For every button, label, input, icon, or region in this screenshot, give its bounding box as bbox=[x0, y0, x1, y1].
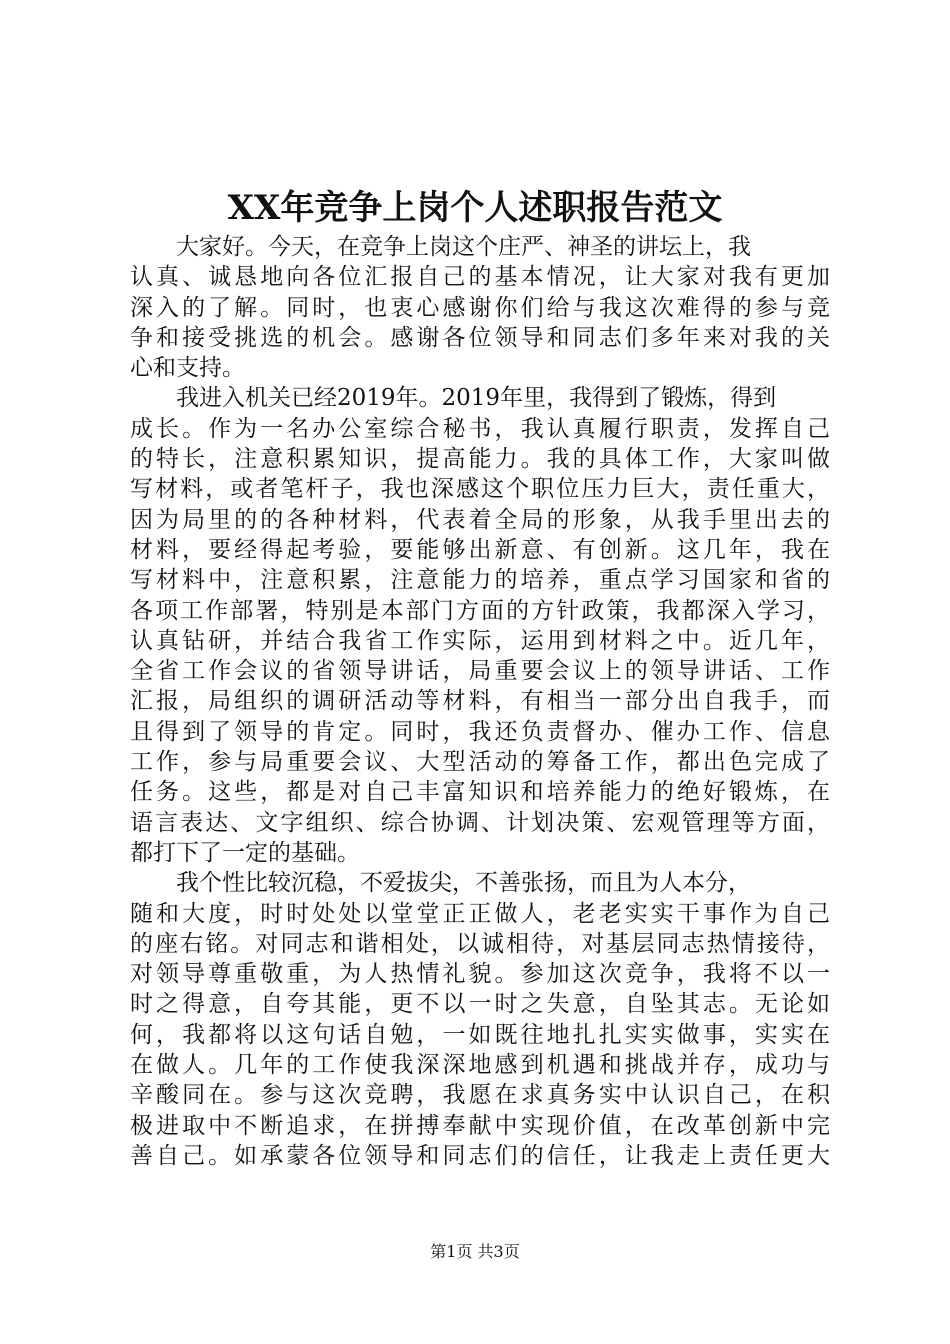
body-line: 认真钻研，并结合我省工作实际，运用到材料之中。近几年， bbox=[130, 627, 830, 654]
body-line: 我个性比较沉稳，不爱拔尖，不善张扬，而且为人本分， bbox=[176, 870, 751, 897]
body-line: 对领导尊重敬重，为人热情礼貌。参加这次竞争，我将不以一 bbox=[130, 961, 830, 988]
document-body bbox=[130, 232, 830, 1171]
body-line: 大家好。今天，在竞争上岗这个庄严、神圣的讲坛上，我 bbox=[176, 234, 751, 260]
body-line: 何，我都将以这句话自勉，一如既往地扎扎实实做事，实实在 bbox=[130, 1021, 830, 1048]
body-line: 材料，要经得起考验，要能够出新意、有创新。这几年，我在 bbox=[130, 536, 830, 563]
body-line: 且得到了领导的肯定。同时，我还负责督办、催办工作、信息 bbox=[130, 718, 830, 745]
body-line: 都打下了一定的基础。 bbox=[130, 839, 360, 866]
body-line: 心和支持。 bbox=[130, 355, 245, 382]
body-line: 任务。这些，都是对自己丰富知识和培养能力的绝好锻炼，在 bbox=[130, 779, 830, 806]
document-title: XX年竞争上岗个人述职报告范文 bbox=[227, 188, 723, 228]
body-line: 争和接受挑选的机会。感谢各位领导和同志们多年来对我的关 bbox=[130, 324, 830, 351]
body-line: 的座右铭。对同志和谐相处，以诚相待，对基层同志热情接待， bbox=[130, 930, 830, 957]
page-number-footer: 第1页 共3页 bbox=[430, 1242, 520, 1261]
body-line: 各项工作部署，特别是本部门方面的方针政策，我都深入学习， bbox=[130, 597, 830, 624]
body-line: 我进入机关已经2019年。2019年里，我得到了锻炼，得到 bbox=[176, 385, 777, 412]
body-line: 语言表达、文字组织、综合协调、计划决策、宏观管理等方面， bbox=[130, 809, 830, 836]
body-line: 写材料中，注意积累，注意能力的培养，重点学习国家和省的 bbox=[130, 567, 830, 594]
body-line: 认真、诚恳地向各位汇报自己的基本情况，让大家对我有更加 bbox=[130, 264, 830, 291]
body-line: 在做人。几年的工作使我深深地感到机遇和挑战并存，成功与 bbox=[130, 1052, 830, 1079]
body-line: 随和大度，时时处处以堂堂正正做人，老老实实干事作为自己 bbox=[130, 900, 830, 927]
body-line: 工作，参与局重要会议、大型活动的筹备工作，都出色完成了 bbox=[130, 749, 830, 776]
body-line: 深入的了解。同时，也衷心感谢你们给与我这次难得的参与竞 bbox=[130, 294, 830, 321]
body-line: 辛酸同在。参与这次竞聘，我愿在求真务实中认识自己，在积 bbox=[130, 1082, 830, 1109]
body-line: 汇报，局组织的调研活动等材料，有相当一部分出自我手，而 bbox=[130, 688, 830, 715]
body-line: 善自己。如承蒙各位领导和同志们的信任，让我走上责任更大 bbox=[130, 1142, 830, 1169]
body-line: 的特长，注意积累知识，提高能力。我的具体工作，大家叫做 bbox=[130, 446, 830, 473]
body-line: 时之得意，自夸其能，更不以一时之失意，自坠其志。无论如 bbox=[130, 991, 830, 1018]
body-line: 极进取中不断追求，在拼搏奉献中实现价值，在改革创新中完 bbox=[130, 1112, 830, 1139]
body-line: 全省工作会议的省领导讲话，局重要会议上的领导讲话、工作 bbox=[130, 658, 830, 685]
body-line: 因为局里的的各种材料，代表着全局的形象，从我手里出去的 bbox=[130, 506, 830, 533]
body-line: 成长。作为一名办公室综合秘书，我认真履行职责，发挥自己 bbox=[130, 415, 830, 442]
body-line: 写材料，或者笔杆子，我也深感这个职位压力巨大，责任重大， bbox=[130, 476, 830, 503]
